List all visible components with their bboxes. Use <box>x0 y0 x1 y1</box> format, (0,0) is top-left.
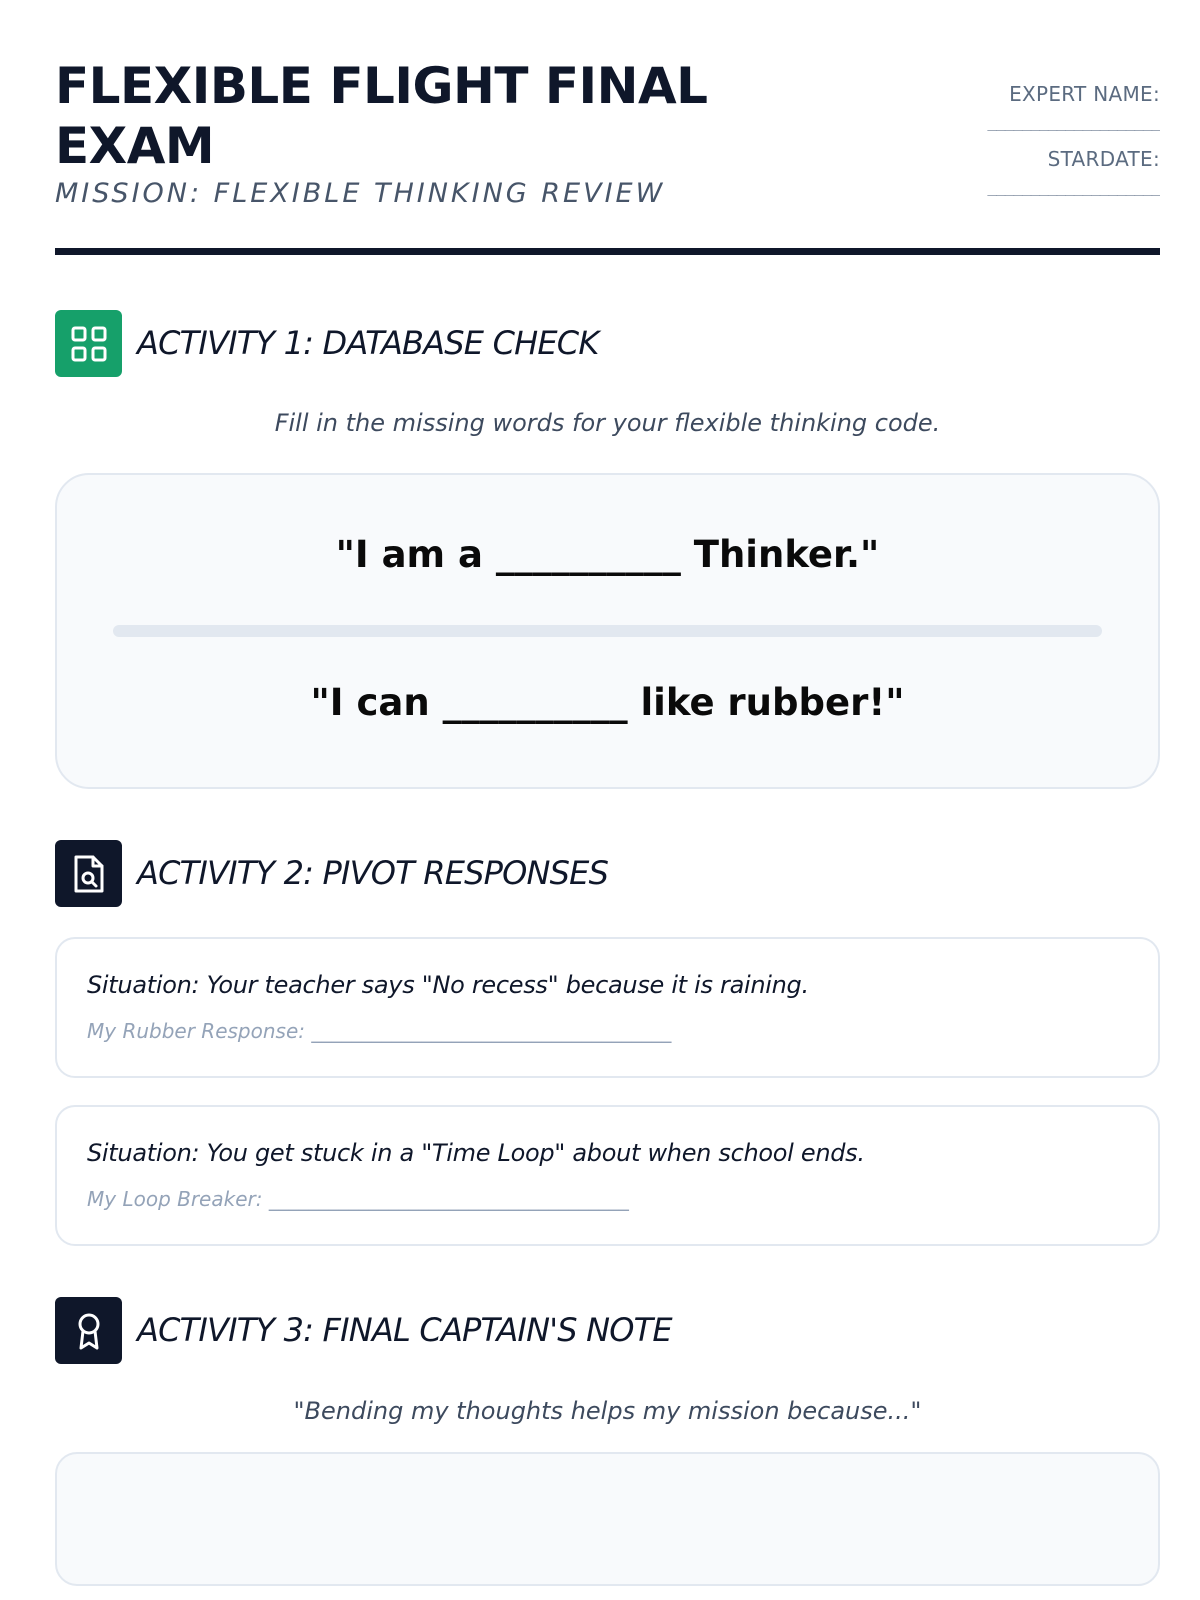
fill-in-divider <box>113 625 1102 637</box>
fill-in-card <box>55 473 1160 789</box>
fill-in-line-1[interactable]: "I am a __________ Thinker." <box>335 533 880 576</box>
expert-name-field[interactable]: ____________________ <box>987 112 1160 131</box>
worksheet-page <box>55 0 1160 1600</box>
expert-name-label: EXPERT NAME: <box>1009 82 1160 106</box>
activity-1-instruction: Fill in the missing words for your flexible thinking code. <box>274 409 941 437</box>
captains-note-box[interactable] <box>55 1452 1160 1586</box>
stardate-field[interactable]: ____________________ <box>987 177 1160 196</box>
meta-fields <box>900 82 1160 196</box>
file-search-icon <box>55 840 122 907</box>
loop-breaker-field[interactable]: My Loop Breaker: ____________________________________ <box>87 1187 629 1211</box>
fill-in-line-2[interactable]: "I can __________ like rubber!" <box>310 681 905 724</box>
activity-3-prompt: "Bending my thoughts helps my mission because..." <box>293 1397 922 1425</box>
activity-3-header <box>55 1297 1160 1364</box>
situation-text: Situation: Your teacher says "No recess" because it is raining. <box>87 971 809 999</box>
situation-card <box>55 1105 1160 1246</box>
activity-2-title: ACTIVITY 2: PIVOT RESPONSES <box>137 854 609 892</box>
situation-card <box>55 937 1160 1078</box>
activity-1-header <box>55 310 1160 377</box>
header-divider <box>55 248 1160 255</box>
rubber-response-field[interactable]: My Rubber Response: ____________________________________ <box>87 1019 672 1043</box>
situation-text: Situation: You get stuck in a "Time Loop" about when school ends. <box>87 1139 865 1167</box>
award-icon <box>55 1297 122 1364</box>
stardate-label: STARDATE: <box>1047 147 1160 171</box>
activity-1-title: ACTIVITY 1: DATABASE CHECK <box>137 324 599 362</box>
activity-2-header <box>55 840 1160 907</box>
page-title: FLEXIBLE FLIGHT FINAL EXAM <box>55 57 708 175</box>
activity-3-title: ACTIVITY 3: FINAL CAPTAIN'S NOTE <box>137 1311 672 1349</box>
page-subtitle: MISSION: FLEXIBLE THINKING REVIEW <box>55 178 666 209</box>
worksheet-header <box>55 52 1160 257</box>
grid-icon <box>55 310 122 377</box>
